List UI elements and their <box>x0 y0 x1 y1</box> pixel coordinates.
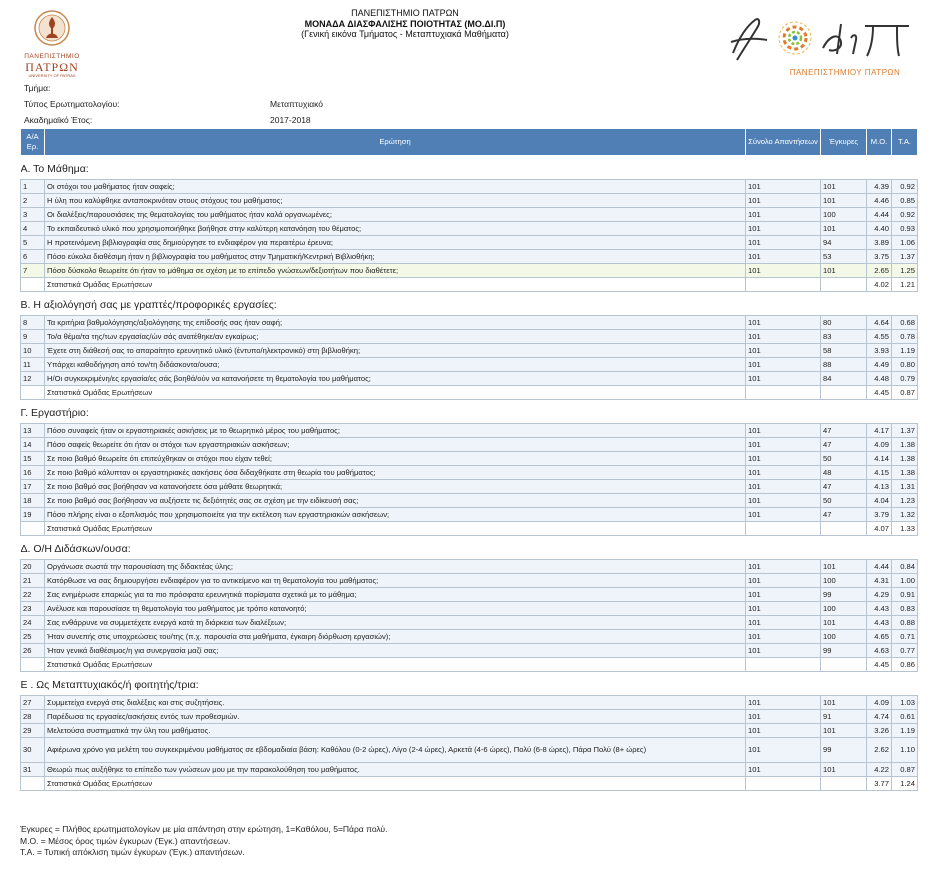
question-text: Πόσο πλήρης είναι ο εξοπλισμός που χρησιμοποιείτε για την εκτέλεση των εργαστηριακών ασκήσεων; <box>45 508 746 522</box>
mean-value: 3.89 <box>867 236 892 250</box>
table-row <box>21 644 918 658</box>
question-text: Κατόρθωσε να σας δημιουργήσει ενδιαφέρον για το αντικείμενο και τη θεματολογία του μαθήματος; <box>45 574 746 588</box>
footer-note: Έγκυρες = Πλήθος ερωτηματολογίων με μία απάντηση στην ερώτηση, 1=Καθόλου, 5=Πάρα πολύ. <box>20 824 388 834</box>
std-dev: 1.31 <box>892 480 918 494</box>
total-answers: 101 <box>746 480 821 494</box>
std-dev: 1.25 <box>892 264 918 278</box>
question-text: Σε ποιο βαθμό σας βοήθησαν να κατανοήσετε όσα μάθατε θεωρητικά; <box>45 480 746 494</box>
valid-answers: 84 <box>821 372 867 386</box>
std-dev: 1.37 <box>892 424 918 438</box>
question-number: 26 <box>21 644 45 658</box>
mean-value: 4.29 <box>867 588 892 602</box>
question-text: Πόσο σαφείς θεωρείτε ότι ήταν οι στόχοι των εργαστηριακών ασκήσεων; <box>45 438 746 452</box>
question-text: Οι διαλέξεις/παρουσιάσεις της θεματολογίας του μαθήματος ήταν καλά οργανωμένες; <box>45 208 746 222</box>
total-answers: 101 <box>746 236 821 250</box>
std-dev: 1.19 <box>892 344 918 358</box>
std-dev: 0.68 <box>892 316 918 330</box>
logo-text-line1: ΠΑΝΕΠΙΣΤΗΜΙΟ <box>24 53 80 60</box>
table-row <box>21 602 918 616</box>
mean-value: 4.22 <box>867 763 892 777</box>
valid-answers: 99 <box>821 588 867 602</box>
mean-value: 4.44 <box>867 208 892 222</box>
meta-label: Τύπος Ερωτηματολογίου: <box>24 99 120 109</box>
table-row <box>21 588 918 602</box>
total-answers: 101 <box>746 588 821 602</box>
modip-logo-caption: ΠΑΝΕΠΙΣΤΗΜΙΟΥ ΠΑΤΡΩΝ <box>789 68 901 77</box>
valid-answers: 101 <box>821 560 867 574</box>
footer-notes <box>20 824 387 859</box>
question-text: Υπάρχει καθοδήγηση από τον/τη διδάσκοντα/ουσα; <box>45 358 746 372</box>
question-number: 7 <box>21 264 45 278</box>
valid-answers: 101 <box>821 194 867 208</box>
valid-answers: 100 <box>821 630 867 644</box>
std-dev: 1.10 <box>892 738 918 763</box>
total-answers: 101 <box>746 452 821 466</box>
question-text: Αφιέρωνα χρόνο για μελέτη του συγκεκριμένου μαθήματος σε εβδομαδιαία βάση: Καθόλου (0-2 ώρες), Λίγο (2-4 ώρες), Αρκετά (4-6 ώρες), Πολύ (6-8 ώρες), Πάρα Πολύ (8+ ώρες) <box>45 738 746 763</box>
question-text: Το/α θέμα/τα της/των εργασίας/ών σάς ανατέθηκε/αν εγκαίρως; <box>45 330 746 344</box>
valid-answers: 99 <box>821 738 867 763</box>
question-text: Συμμετείχα ενεργά στις διαλέξεις και στις συζητήσεις. <box>45 696 746 710</box>
std-dev: 0.77 <box>892 644 918 658</box>
total-answers: 101 <box>746 560 821 574</box>
std-dev: 1.23 <box>892 494 918 508</box>
mean-value: 4.74 <box>867 710 892 724</box>
meta-row-type <box>24 96 424 112</box>
question-text: Η/Οι συγκεκριμένη/ες εργασία/ες σάς βοηθά/ούν να κατανοήσετε τη θεματολογία του μαθήματος; <box>45 372 746 386</box>
question-number: 10 <box>21 344 45 358</box>
question-number: 17 <box>21 480 45 494</box>
table-row <box>21 424 918 438</box>
table-row <box>21 466 918 480</box>
stats-blank <box>746 386 821 400</box>
stats-blank <box>821 777 867 791</box>
col-header-sd: Τ.Α. <box>892 129 918 156</box>
valid-answers: 83 <box>821 330 867 344</box>
question-text: Σας ενθάρρυνε να συμμετέχετε ενεργά κατά τη διάρκεια των διαλέξεων; <box>45 616 746 630</box>
table-row <box>21 358 918 372</box>
table-row <box>21 194 918 208</box>
table-row <box>21 724 918 738</box>
question-text: Η ύλη που καλύφθηκε ανταποκρινόταν στους στόχους του μαθήματος; <box>45 194 746 208</box>
std-dev: 1.38 <box>892 452 918 466</box>
table-row <box>21 330 918 344</box>
total-answers: 101 <box>746 574 821 588</box>
mean-value: 4.46 <box>867 194 892 208</box>
group-sd: 0.86 <box>892 658 918 672</box>
modip-logo <box>725 8 915 83</box>
stats-blank <box>746 658 821 672</box>
mean-value: 3.79 <box>867 508 892 522</box>
total-answers: 101 <box>746 466 821 480</box>
total-answers: 101 <box>746 602 821 616</box>
question-text: Η προτεινόμενη βιβλιογραφία σας δημιούργησε το ενδιαφέρον για περαιτέρω έρευνα; <box>45 236 746 250</box>
meta-row-department <box>24 80 424 96</box>
std-dev: 1.37 <box>892 250 918 264</box>
mean-value: 4.17 <box>867 424 892 438</box>
mean-value: 4.64 <box>867 316 892 330</box>
question-number: 11 <box>21 358 45 372</box>
mean-value: 4.63 <box>867 644 892 658</box>
question-number: 6 <box>21 250 45 264</box>
section-title: Γ. Εργαστήριο: <box>21 400 918 424</box>
table-row <box>21 696 918 710</box>
mean-value: 3.26 <box>867 724 892 738</box>
question-number: 19 <box>21 508 45 522</box>
group-mean: 4.02 <box>867 278 892 292</box>
valid-answers: 91 <box>821 710 867 724</box>
mean-value: 4.65 <box>867 630 892 644</box>
std-dev: 1.32 <box>892 508 918 522</box>
stats-label: Στατιστικά Ομάδας Ερωτήσεων <box>45 658 746 672</box>
stats-label: Στατιστικά Ομάδας Ερωτήσεων <box>45 777 746 791</box>
report-meta <box>24 80 424 128</box>
question-text: Πόσο εύκολα διαθέσιμη ήταν η βιβλιογραφία του μαθήματος στην Τμηματική/Κεντρική Βιβλιοθήκη; <box>45 250 746 264</box>
section-title: Ε . Ως Μεταπτυχιακός/ή φοιτητής/τρια: <box>21 672 918 696</box>
std-dev: 0.61 <box>892 710 918 724</box>
question-number: 1 <box>21 180 45 194</box>
total-answers: 101 <box>746 630 821 644</box>
total-answers: 101 <box>746 710 821 724</box>
std-dev: 1.06 <box>892 236 918 250</box>
total-answers: 101 <box>746 330 821 344</box>
total-answers: 101 <box>746 494 821 508</box>
footer-note: Μ.Ο. = Μέσος όρος τιμών έγκυρων (Έγκ.) απαντήσεων. <box>20 835 231 846</box>
mean-value: 4.09 <box>867 438 892 452</box>
total-answers: 101 <box>746 180 821 194</box>
std-dev: 0.87 <box>892 763 918 777</box>
question-number: 12 <box>21 372 45 386</box>
valid-answers: 58 <box>821 344 867 358</box>
question-number: 23 <box>21 602 45 616</box>
question-number: 4 <box>21 222 45 236</box>
table-row <box>21 236 918 250</box>
question-number: 30 <box>21 738 45 763</box>
question-number: 3 <box>21 208 45 222</box>
valid-answers: 47 <box>821 480 867 494</box>
std-dev: 0.93 <box>892 222 918 236</box>
group-stats-row <box>21 278 918 292</box>
question-text: Τα κριτήρια βαθμολόγησης/αξιολόγησης της επίδοσής σας ήταν σαφή; <box>45 316 746 330</box>
std-dev: 0.79 <box>892 372 918 386</box>
results-table <box>20 128 918 791</box>
total-answers: 101 <box>746 194 821 208</box>
std-dev: 1.38 <box>892 438 918 452</box>
std-dev: 1.03 <box>892 696 918 710</box>
table-row <box>21 438 918 452</box>
std-dev: 0.85 <box>892 194 918 208</box>
total-answers: 101 <box>746 438 821 452</box>
question-text: Το εκπαιδευτικό υλικό που χρησιμοποιήθηκε βοήθησε στην καλύτερη κατανόηση του θέματος; <box>45 222 746 236</box>
mean-value: 4.44 <box>867 560 892 574</box>
group-sd: 0.87 <box>892 386 918 400</box>
valid-answers: 101 <box>821 222 867 236</box>
meta-label: Τμήμα: <box>24 83 51 93</box>
std-dev: 0.88 <box>892 616 918 630</box>
stats-blank <box>746 777 821 791</box>
logo-text-line3: UNIVERSITY OF PATRAS <box>28 73 76 78</box>
table-row <box>21 180 918 194</box>
question-text: Οργάνωσε σωστά την παρουσίαση της διδακτέας ύλης; <box>45 560 746 574</box>
group-mean: 4.45 <box>867 386 892 400</box>
question-number: 14 <box>21 438 45 452</box>
stats-blank <box>821 522 867 536</box>
group-sd: 1.21 <box>892 278 918 292</box>
mean-value: 4.49 <box>867 358 892 372</box>
stats-blank <box>21 777 45 791</box>
total-answers: 101 <box>746 696 821 710</box>
question-text: Οι στόχοι του μαθήματος ήταν σαφείς; <box>45 180 746 194</box>
meta-value: Μεταπτυχιακό <box>270 99 324 109</box>
question-text: Σας ενημέρωσε επαρκώς για τα πιο πρόσφατα ερευνητικά πορίσματα σχετικά με το μάθημα; <box>45 588 746 602</box>
section-header-row <box>21 536 918 560</box>
valid-answers: 88 <box>821 358 867 372</box>
valid-answers: 50 <box>821 452 867 466</box>
table-row <box>21 372 918 386</box>
std-dev: 0.71 <box>892 630 918 644</box>
mean-value: 4.43 <box>867 602 892 616</box>
table-row <box>21 452 918 466</box>
section-header-row <box>21 292 918 316</box>
question-text: Σε ποιο βαθμό σας βοήθησαν να αυξήσετε τις δεξιότητές σας σε σχέση με την ειδίκευσή σας; <box>45 494 746 508</box>
question-number: 9 <box>21 330 45 344</box>
col-header-aa: Α/Α Ερ. <box>21 129 45 156</box>
university-logo <box>18 8 86 78</box>
total-answers: 101 <box>746 222 821 236</box>
question-number: 18 <box>21 494 45 508</box>
mean-value: 4.55 <box>867 330 892 344</box>
col-header-mean: Μ.Ο. <box>867 129 892 156</box>
valid-answers: 53 <box>821 250 867 264</box>
stats-blank <box>746 522 821 536</box>
group-sd: 1.24 <box>892 777 918 791</box>
meta-label: Ακαδημαϊκό Έτος: <box>24 115 93 125</box>
modip-logo-icon <box>725 8 915 70</box>
mean-value: 4.14 <box>867 452 892 466</box>
valid-answers: 50 <box>821 494 867 508</box>
group-mean: 3.77 <box>867 777 892 791</box>
total-answers: 101 <box>746 724 821 738</box>
section-header-row <box>21 156 918 180</box>
question-number: 24 <box>21 616 45 630</box>
group-stats-row <box>21 522 918 536</box>
mean-value: 4.13 <box>867 480 892 494</box>
question-number: 21 <box>21 574 45 588</box>
table-row <box>21 250 918 264</box>
group-mean: 4.07 <box>867 522 892 536</box>
footer-note: Τ.Α. = Τυπική απόκλιση τιμών έγκυρων (Έγκ.) απαντήσεων. <box>20 847 245 857</box>
mean-value: 4.40 <box>867 222 892 236</box>
total-answers: 101 <box>746 424 821 438</box>
valid-answers: 100 <box>821 574 867 588</box>
emblem-icon <box>32 8 72 48</box>
total-answers: 101 <box>746 316 821 330</box>
question-text: Σε ποιο βαθμό θεωρείτε ότι επιτεύχθηκαν οι στόχοι που είχαν τεθεί; <box>45 452 746 466</box>
mean-value: 3.93 <box>867 344 892 358</box>
mean-value: 4.04 <box>867 494 892 508</box>
question-number: 28 <box>21 710 45 724</box>
std-dev: 1.00 <box>892 574 918 588</box>
question-number: 22 <box>21 588 45 602</box>
stats-blank <box>821 658 867 672</box>
stats-blank <box>821 278 867 292</box>
meta-value: 2017-2018 <box>270 115 311 125</box>
stats-label: Στατιστικά Ομάδας Ερωτήσεων <box>45 386 746 400</box>
group-stats-row <box>21 777 918 791</box>
section-header-row <box>21 400 918 424</box>
valid-answers: 101 <box>821 616 867 630</box>
stats-blank <box>21 522 45 536</box>
total-answers: 101 <box>746 208 821 222</box>
table-row <box>21 264 918 278</box>
valid-answers: 94 <box>821 236 867 250</box>
table-row <box>21 222 918 236</box>
valid-answers: 47 <box>821 424 867 438</box>
table-row <box>21 616 918 630</box>
mean-value: 3.75 <box>867 250 892 264</box>
header-unit: ΜΟΝΑΔΑ ΔΙΑΣΦΑΛΙΣΗΣ ΠΟΙΟΤΗΤΑΣ (ΜΟ.ΔΙ.Π) <box>304 18 506 29</box>
std-dev: 0.91 <box>892 588 918 602</box>
question-text: Σε ποιο βαθμό κάλυπταν οι εργαστηριακές ασκήσεις όσα διδαχθήκατε στη θεωρία του μαθήματος; <box>45 466 746 480</box>
question-number: 13 <box>21 424 45 438</box>
std-dev: 1.38 <box>892 466 918 480</box>
table-row <box>21 574 918 588</box>
col-header-valid: Έγκυρες <box>821 129 867 156</box>
total-answers: 101 <box>746 358 821 372</box>
table-row <box>21 630 918 644</box>
section-title: Α. Το Μάθημα: <box>21 156 918 180</box>
question-text: Ήταν συνεπής στις υποχρεώσεις του/της (π.χ. παρουσία στα μαθήματα, έγκαιρη διόρθωση εργασιών); <box>45 630 746 644</box>
question-text: Ήταν γενικά διαθέσιμος/η για συνεργασία μαζί σας; <box>45 644 746 658</box>
question-text: Πόσο συναφείς ήταν οι εργαστηριακές ασκήσεις με το θεωρητικό μέρος του μαθήματος; <box>45 424 746 438</box>
mean-value: 2.65 <box>867 264 892 278</box>
question-number: 31 <box>21 763 45 777</box>
table-row <box>21 316 918 330</box>
total-answers: 101 <box>746 250 821 264</box>
table-row <box>21 480 918 494</box>
question-text: Θεωρώ πως αυξήθηκε το επίπεδο των γνώσεων μου με την παρακολούθηση του μαθήματος. <box>45 763 746 777</box>
table-row <box>21 508 918 522</box>
valid-answers: 99 <box>821 644 867 658</box>
question-text: Μελετούσα συστηματικά την ύλη του μαθήματος. <box>45 724 746 738</box>
stats-label: Στατιστικά Ομάδας Ερωτήσεων <box>45 278 746 292</box>
total-answers: 101 <box>746 372 821 386</box>
col-header-total: Σύνολο Απαντήσεων <box>746 129 821 156</box>
total-answers: 101 <box>746 616 821 630</box>
valid-answers: 101 <box>821 763 867 777</box>
std-dev: 0.92 <box>892 208 918 222</box>
question-text: Ανέλυσε και παρουσίασε τη θεματολογία του μαθήματος με τρόπο κατανοητό; <box>45 602 746 616</box>
header-subtitle: (Γενική εικόνα Τμήματος - Μεταπτυχιακά Μαθήματα) <box>301 29 509 39</box>
table-row <box>21 710 918 724</box>
stats-blank <box>821 386 867 400</box>
section-title: Β. Η αξιολόγησή σας με γραπτές/προφορικές εργασίες: <box>21 292 918 316</box>
valid-answers: 47 <box>821 508 867 522</box>
question-text: Πόσο δύσκολο θεωρείτε ότι ήταν το μάθημα σε σχέση με το επίπεδο γνώσεων/δεξιοτήτων που διαθέτετε; <box>45 264 746 278</box>
group-stats-row <box>21 658 918 672</box>
question-number: 20 <box>21 560 45 574</box>
valid-answers: 101 <box>821 264 867 278</box>
group-sd: 1.33 <box>892 522 918 536</box>
question-number: 25 <box>21 630 45 644</box>
std-dev: 0.84 <box>892 560 918 574</box>
std-dev: 0.80 <box>892 358 918 372</box>
question-number: 8 <box>21 316 45 330</box>
stats-label: Στατιστικά Ομάδας Ερωτήσεων <box>45 522 746 536</box>
valid-answers: 101 <box>821 696 867 710</box>
question-number: 2 <box>21 194 45 208</box>
mean-value: 4.31 <box>867 574 892 588</box>
valid-answers: 100 <box>821 602 867 616</box>
stats-blank <box>746 278 821 292</box>
table-row <box>21 738 918 763</box>
mean-value: 4.43 <box>867 616 892 630</box>
valid-answers: 100 <box>821 208 867 222</box>
section-title: Δ. Ο/Η Διδάσκων/ουσα: <box>21 536 918 560</box>
group-stats-row <box>21 386 918 400</box>
section-header-row <box>21 672 918 696</box>
meta-row-year <box>24 112 424 128</box>
valid-answers: 47 <box>821 438 867 452</box>
header-university: ΠΑΝΕΠΙΣΤΗΜΙΟ ΠΑΤΡΩΝ <box>351 8 459 18</box>
report-header <box>250 8 560 40</box>
question-text: Παρέδωσα τις εργασίες/ασκήσεις εντός των προθεσμιών. <box>45 710 746 724</box>
table-row <box>21 208 918 222</box>
valid-answers: 101 <box>821 180 867 194</box>
total-answers: 101 <box>746 644 821 658</box>
group-mean: 4.45 <box>867 658 892 672</box>
total-answers: 101 <box>746 264 821 278</box>
logo-text-line2: ΠΑΤΡΩΝ <box>25 60 79 74</box>
stats-blank <box>21 278 45 292</box>
table-row <box>21 763 918 777</box>
total-answers: 101 <box>746 738 821 763</box>
table-row <box>21 494 918 508</box>
table-header-row <box>21 129 918 156</box>
table-body <box>21 156 918 791</box>
std-dev: 0.92 <box>892 180 918 194</box>
question-number: 29 <box>21 724 45 738</box>
table-row <box>21 560 918 574</box>
question-number: 27 <box>21 696 45 710</box>
valid-answers: 80 <box>821 316 867 330</box>
mean-value: 4.15 <box>867 466 892 480</box>
mean-value: 2.62 <box>867 738 892 763</box>
col-header-question: Ερώτηση <box>45 129 746 156</box>
question-number: 5 <box>21 236 45 250</box>
std-dev: 1.19 <box>892 724 918 738</box>
std-dev: 0.83 <box>892 602 918 616</box>
total-answers: 101 <box>746 763 821 777</box>
std-dev: 0.78 <box>892 330 918 344</box>
question-number: 16 <box>21 466 45 480</box>
mean-value: 4.48 <box>867 372 892 386</box>
valid-answers: 48 <box>821 466 867 480</box>
mean-value: 4.09 <box>867 696 892 710</box>
stats-blank <box>21 386 45 400</box>
stats-blank <box>21 658 45 672</box>
table-row <box>21 344 918 358</box>
total-answers: 101 <box>746 344 821 358</box>
question-number: 15 <box>21 452 45 466</box>
valid-answers: 101 <box>821 724 867 738</box>
mean-value: 4.39 <box>867 180 892 194</box>
question-text: Έχετε στη διάθεσή σας το απαραίτητο ερευνητικό υλικό (έντυπο/ηλεκτρονικό) στη βιβλιοθήκη; <box>45 344 746 358</box>
total-answers: 101 <box>746 508 821 522</box>
